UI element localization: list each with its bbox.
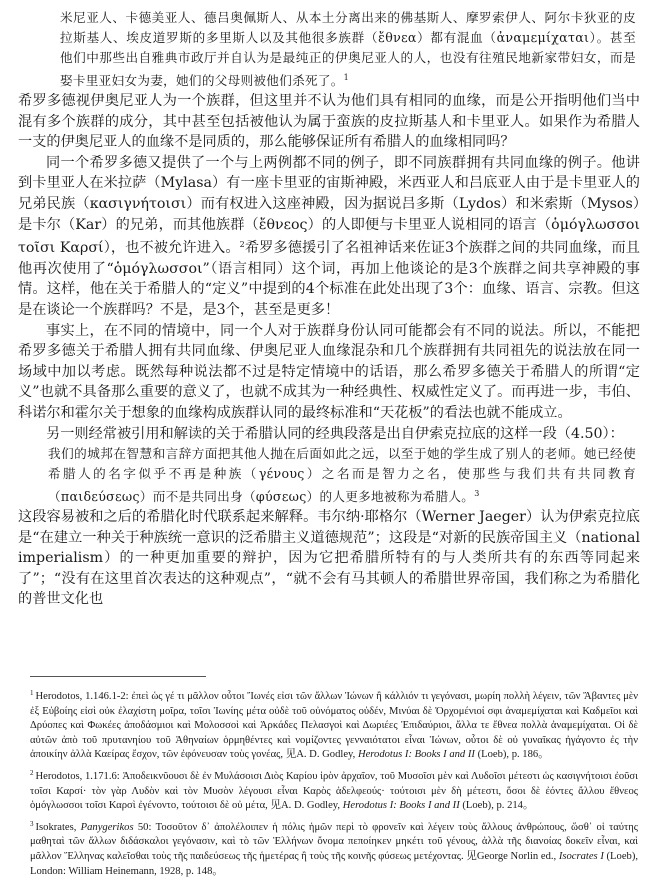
footnote-1 (30, 686, 638, 763)
paragraph-text: 希罗多德援引了名祖神话来佐证3个族群之间的共同血缘，而且他再次使用了“ὁμόγλωσσοι”（语言相同）这个词，再加上他谈论的是3个族群之间共享神殿的事情。这样，他在关于希腊人的“定义”中提到的4个标准在此处出现了3个：血缘、语言、宗教。但这是在谈论一个族群吗？不是，是3个，甚至是更多！ (18, 240, 640, 318)
quote-text: 米尼亚人、卡德美亚人、德吕奥佩斯人、从本土分离出来的佛基斯人、摩罗索伊人、阿尔卡狄亚的皮拉斯基人、埃皮道罗斯的多里斯人以及其他很多族群（ἔθνεα）都有混血（ἀναμεμίχαται）。甚至他们中那些出自雅典市政厅并自认为是最纯正的伊奥尼亚人的人，也没有往殖民地新家带妇女，而是娶卡里亚妇女为妻，她们的父母则被他们杀死了。 (60, 10, 636, 88)
footnote-text: 50: Τοσοῦτον δ᾽ ἀπολέλοιπεν ἡ πόλις ἡμῶν περὶ τὸ φρονεῖν καὶ λέγειν τοὺς ἄλλους ἀνθρώπους, ὥσθ᾽ οἱ ταύτης μαθηταὶ τῶν ἄλλων διδάσκαλοι γεγόνασιν, καὶ τὸ τῶν Ἑλλήνων ὄνομα πεποίηκεν μηκέτι τοῦ γένους, ἀλλὰ τῆς διανοίας δοκεῖν εἶναι, καὶ μᾶλλον Ἕλληνας καλεῖσθαι τοὺς τῆς παιδεύσεως τῆς ἡμετέρας ἢ τοὺς τῆς κοινῆς φύσεως μετέχοντας. 见George Norlin ed., (30, 821, 638, 862)
footnote-title: Panygerikos (80, 821, 134, 833)
block-quote-herodotus (60, 8, 636, 91)
footnote-title: Herodotus I: Books I and II (342, 800, 460, 812)
paragraph-text: 同一个希罗多德又提供了一个与上两例都不同的例子，即不同族群拥有共同血缘的例子。他讲到卡里亚人在米拉萨（Mylasa）有一座卡里亚的宙斯神殿，米西亚人和吕底亚人由于是卡里亚人的兄弟民族（κασιγνήτοισι）而有权进入这座神殿，因为据说吕多斯（Lydos）和米索斯（Mysos）是卡尔（Kar）的兄弟，而其他族群（ἔθνεος）的人即便与卡里亚人说相同的语言（ὁμόγλωσσοι τοῖσι Καρσί），也不被允许进入。 (18, 154, 640, 257)
paragraph: 希罗多德视伊奥尼亚人为一个族群，但这里并不认为他们具有相同的血缘，而是公开指明他们当中混有多个族群的成分，其中甚至包括被他认为属于蛮族的皮拉斯基人和卡里亚人。如果作为希腊人一支的伊奥尼亚人的血缘不是同质的，那么能够保证所有希腊人的血缘相同吗？ (18, 93, 640, 151)
footnote-text: Herodotos, 1.146.1-2: ἐπεὶ ὡς γέ τι μᾶλλον οὗτοι Ἴωνές εἰσι τῶν ἄλλων Ἰώνων ἢ κάλλιόν τι γεγόνασι, μωρίη πολλὴ λέγειν, τῶν Ἄβαντες μὲν ἐξ Εὐβοίης εἰσὶ οὐκ ἐλαχίστη μοῖρα, τοῖσι Ἰωνίης μέτα οὐδὲ τοῦ οὐνόματος οὐδέν, Μινύαι δὲ Ὀρχομένιοί σφι ἀναμεμίχαται καὶ Καδμεῖοι καὶ Δρύοπες καὶ Φωκέες ἀποδάσμιοι καὶ Μολοσσοὶ καὶ Ἀρκάδες Πελασγοὶ καὶ Δωριέες Ἐπιδαύριοι, ἄλλα τε ἔθνεα πολλὰ ἀναμεμίχαται. Οἱ δὲ αὐτῶν ἀπὸ τοῦ πρυτανηίου τοῦ Ἀθηναίων ὁρμηθέντες καὶ νομίζοντες γενναιότατοι εἶναι Ἰώνων, οὗτοι δὲ οὐ γυναῖκας ἠγάγοντο ἐς τὴν ἀποικίην ἀλλὰ Καείρας ἔσχον, τῶν ἐφόνευσαν τοὺς γονέας, 见A. D. Godley, (30, 691, 638, 761)
footnote-text: (Loeb), p. 186。 (474, 749, 549, 761)
footnote-3 (30, 817, 638, 879)
footnote-2 (30, 766, 638, 814)
paragraph (18, 153, 640, 321)
footnote-marker: 1 (343, 73, 350, 82)
paragraph: 这段容易被和之后的希腊化时代联系起来解释。韦尔纳·耶格尔（Werner Jaeger）认为伊索克拉底是“在建立一种关于种族统一意识的泛希腊主义道德规范”；这段是“对新的民族帝国主义（national imperialism）的一种更加重要的辩护，因为它把希腊所特有的与人类所共有的东西等同起来了”；“没有在这里首次表达的这种观点”，“就不会有马其顿人的希腊世界帝国，我们称之为希腊化的普世文化也 (18, 509, 640, 608)
footnote-text: Isokrates, (35, 821, 81, 833)
footnote-text: (Loeb), London: William Heinemann, 1928, p. 148。 (30, 850, 638, 877)
footnote-number: 2 (30, 768, 34, 777)
footnote-number: 1 (30, 689, 34, 697)
paragraph: 事实上，在不同的情境中，同一个人对于族群身份认同可能都会有不同的说法。所以，不能把希罗多德关于希腊人拥有共同血缘、伊奥尼亚人血缘混杂和几个族群拥有共同祖先的说法放在同一场域中加以考虑。既然每种说法都不过是特定情境中的话语，那么希罗多德关于希腊人的所谓“定义”也就不具备那么重要的意义了，也就不成其为一种经典性、权威性定义了。而再进一步，韦伯、科诺尔和霍尔关于想象的血缘构成族群认同的最终标准和“天花板”的看法也就不能成立。 (18, 322, 640, 421)
block-quote-isocrates (48, 444, 636, 507)
footnote-marker: 2 (239, 240, 245, 250)
footnote-text: (Loeb), p. 214。 (459, 800, 534, 812)
footnotes (30, 686, 638, 882)
footnote-title: Isocrates I (558, 850, 604, 862)
footnote-title: Herodotus I: Books I and II (357, 749, 475, 761)
footnote-separator (30, 676, 206, 677)
paragraph: 另一则经常被引用和解读的关于希腊认同的经典段落是出自伊索克拉底的这样一段（4.50）： (46, 425, 624, 442)
quote-text: 我们的城邦在智慧和言辞方面把其他人抛在后面如此之远，以至于她的学生成了别人的老师。她已经使希腊人的名字似乎不再是种族（γένους）之名而是智力之名，使那些与我们共有共同教育（παιδεύσεως）而不是共同出身（φύσεως）的人更多地被称为希腊人。 (48, 446, 636, 505)
footnote-text: Herodotos, 1.171.6: Ἀποδεικνῦουσι δὲ ἐν Μυλάσοισι Διὸς Καρίου ἱρὸν ἀρχαῖον, τοῦ Μυσοῖσι μὲν καὶ Λυδοῖσι μέτεστι ὡς κασιγνήτοισι ἐοῦσι τοῖσι Καρσί· τὸν γὰρ Λυδὸν καὶ τὸν Μυσὸν λέγουσι εἶναι Καρὸς ἀδελφεούς· τούτοισι μὲν δὴ μέτεστι, ὅσοι δὲ ἐόντες ἄλλου ἔθνεος ὁμόγλωσσοι τοῖσι Καρσὶ ἐγένοντο, τούτοισι δὲ οὐ μέτα, 见A. D. Godley, (30, 770, 638, 812)
footnote-marker: 3 (474, 489, 480, 499)
footnote-number: 3 (30, 819, 34, 828)
